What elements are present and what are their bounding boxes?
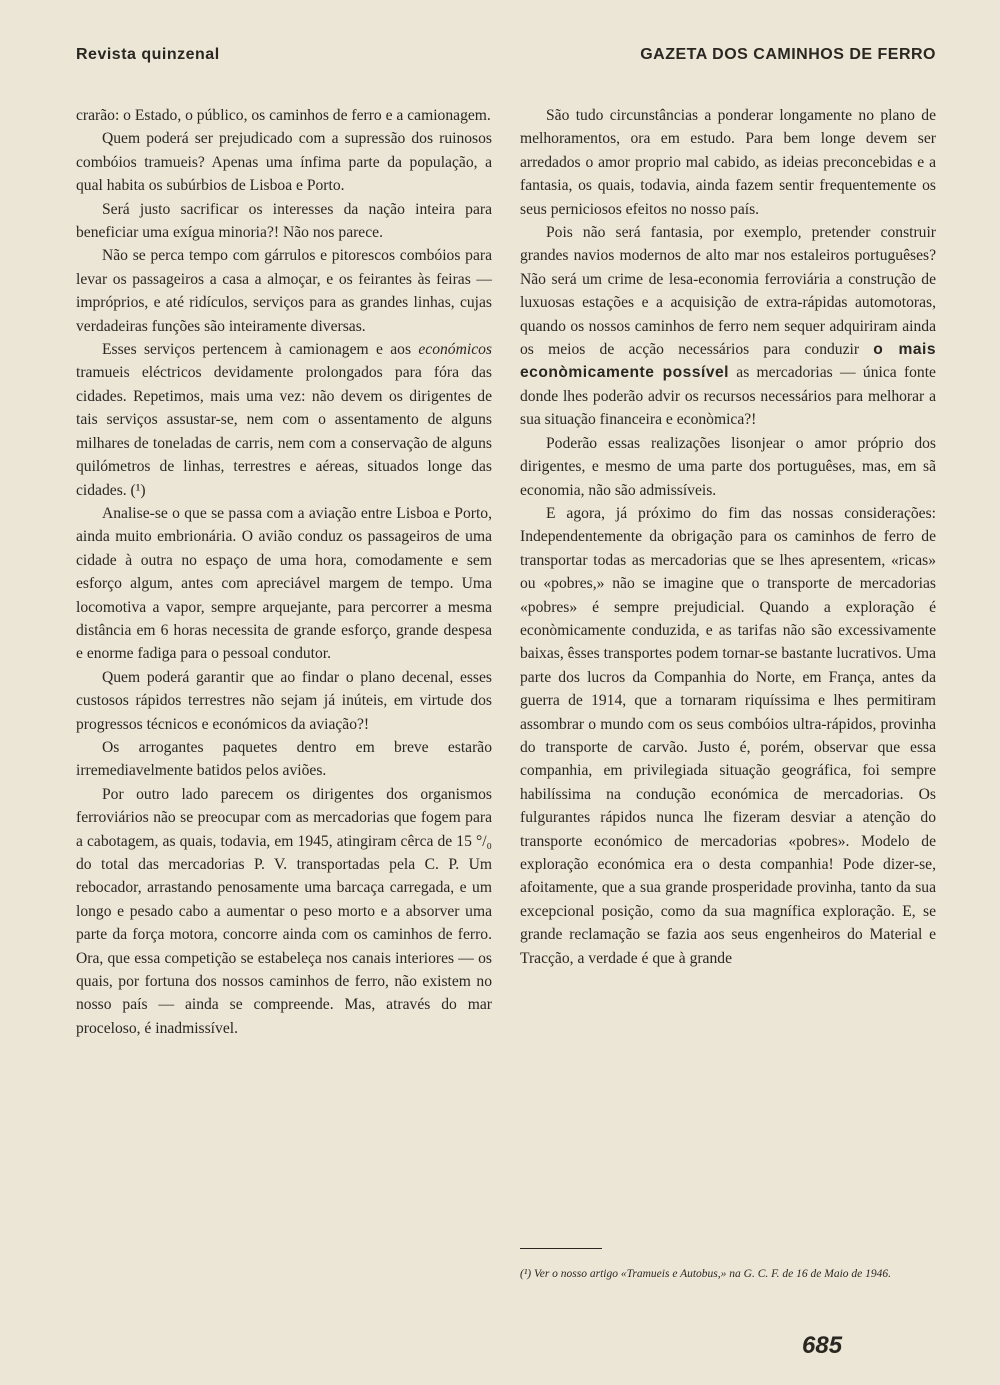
footnote: (¹) Ver o nosso artigo «Tramueis e Autobus,» na G. C. F. de 16 de Maio de 1946. bbox=[520, 1268, 892, 1280]
paragraph: Analise-se o que se passa com a aviação entre Lisboa e Porto, ainda muito embrionária. O avião conduz os passageiros de uma cidade à outra no espaço de uma hora, comodamente e sem esforço algum, antes com apreciável margem de tempo. Uma locomotiva a vapor, sempre arquejante, para percorrer a mesma distância em 6 horas necessita de grande esforço, grande despesa e enorme fadiga para o pessoal condutor. bbox=[76, 504, 492, 663]
header-journal-title: GAZETA DOS CAMINHOS DE FERRO bbox=[640, 46, 936, 63]
paragraph-text: as mercadorias — única fonte donde lhes poderão advir os recursos necessários para melhorar a sua situação financeira e econòmica?! bbox=[520, 364, 936, 429]
paragraph: Os arrogantes paquetes dentro em breve estarão irremediavelmente batidos pelos aviões. bbox=[76, 738, 492, 780]
page-number: 685 bbox=[802, 1332, 843, 1359]
paragraph: Não se perca tempo com gárrulos e pitorescos combóios para levar os passageiros a casa a almoçar, e os feirantes às feiras — impróprios, e até ridículos, serviços para as grandes linhas, cujas verdadeiras funções são inteiramente diversas. bbox=[76, 247, 492, 335]
header-publication-frequency: Revista quinzenal bbox=[76, 46, 220, 63]
paragraph-text: Esses serviços pertencem à camionagem e aos bbox=[102, 341, 419, 359]
paragraph-text: tramueis eléctricos devidamente prolongados para fóra das cidades. Repetimos, mais uma vez: não devem os dirigentes de tais serviços assustar-se, nem com o assentamento de alguns milhares de toneladas de carris, nem com a conservação de alguns quilómetros de linhas, terrestres e aéreas, situados longe das cidades. (¹) bbox=[76, 364, 492, 499]
emphasis-text: o mais econòmicamente possível bbox=[520, 341, 937, 382]
paragraph bbox=[520, 221, 936, 432]
paragraph: São tudo circunstâncias a ponderar longamente no plano de melhoramentos, ora em estudo. Para bem longe devem ser arredados o amor proprio mal cabido, as ideias preconcebidas e a fantasia, os quais, todavia, ainda fazem sentir frequentemente os seus perniciosos efeitos no nosso país. bbox=[520, 107, 936, 218]
footnote-divider bbox=[520, 1248, 602, 1249]
paragraph: crarão: o Estado, o público, os caminhos de ferro e a camionagem. bbox=[76, 107, 491, 124]
right-column bbox=[520, 104, 936, 970]
italic-text: económicos bbox=[418, 341, 492, 359]
paragraph: E agora, já próximo do fim das nossas considerações: Independentemente da obrigação para os caminhos de ferro de transportar todas as mercadorias que se lhes apresentem, «ricas» ou «pobres,» não se imagine que o transporte de mercadorias «pobres» é sempre prejudicial. Quando a exploração é econòmicamente conduzida, e as tarifas não são excessivamente baixas, êsses transportes podem tornar-se bastante lucrativos. Uma parte dos lucros da Companhia do Norte, em França, antes da guerra de 1914, que a tornaram riquíssima e lhes permitiram assombrar o mundo com os seus combóios ultra-rápidos, provinha do transporte de carvão. Justo é, porém, observar que essa companhia, em privilegiada situação geográfica, foi sempre habilíssima na condução económica de mercadorias. Os fulgurantes rápidos nunca lhe fizeram desviar a atenção do transporte económico de mercadorias «pobres». Modelo de exploração económica era o desta companhia! Pode dizer-se, afoitamente, que a sua grande prosperidade provinha, tanto da sua excepcional posição, como da sua magnífica exploração. E, se grande reclamação se fazia aos seus engenheiros do Material e Tracção, a verdade é que à grande bbox=[520, 504, 936, 967]
paragraph-text: Pois não será fantasia, por exemplo, pretender construir grandes navios modernos de alto mar nos estaleiros portuguêses? Não será um crime de lesa-economia ferroviária a construção de luxuosas estações e a acquisição de extra-rápidas automotoras, quando os nossos caminhos de ferro nem sequer adquiriram ainda os meios de acção necessários para conduzir bbox=[520, 224, 936, 359]
paragraph: Quem poderá garantir que ao findar o plano decenal, esses custosos rápidos terrestres não sejam já inúteis, em virtude dos progressos técnicos e económicos da aviação?! bbox=[76, 668, 492, 733]
paragraph: Poderão essas realizações lisonjear o amor próprio dos dirigentes, e mesmo de uma parte dos portuguêses, mas, em sã economia, não são admissíveis. bbox=[520, 434, 936, 499]
paragraph bbox=[76, 338, 492, 502]
left-column bbox=[76, 104, 492, 1040]
paragraph: Quem poderá ser prejudicado com a supressão dos ruinosos combóios tramueis? Apenas uma ínfima parte da população, a qual habita os subúrbios de Lisboa e Porto. bbox=[76, 130, 492, 195]
paragraph: Por outro lado parecem os dirigentes dos organismos ferroviários não se preocupar com as mercadorias que fogem para a cabotagem, as quais, todavia, em 1945, atingiram cêrca de 15 °/₀ do total das mercadorias P. V. transportadas pela C. P. Um rebocador, arrastando penosamente uma barcaça carregada, e um longo e pesado cabo a aumentar o peso morto e a absorver uma parte da força motora, concorre ainda com os caminhos de ferro. Ora, que essa competição se estabeleça nos canais interiores — os quais, por fortuna dos nossos caminhos de ferro, não existem no nosso país — ainda se compreende. Mas, através do mar proceloso, é inadmissível. bbox=[76, 785, 492, 1037]
paragraph: Será justo sacrificar os interesses da nação inteira para beneficiar uma exígua minoria?! Não nos parece. bbox=[76, 200, 492, 242]
